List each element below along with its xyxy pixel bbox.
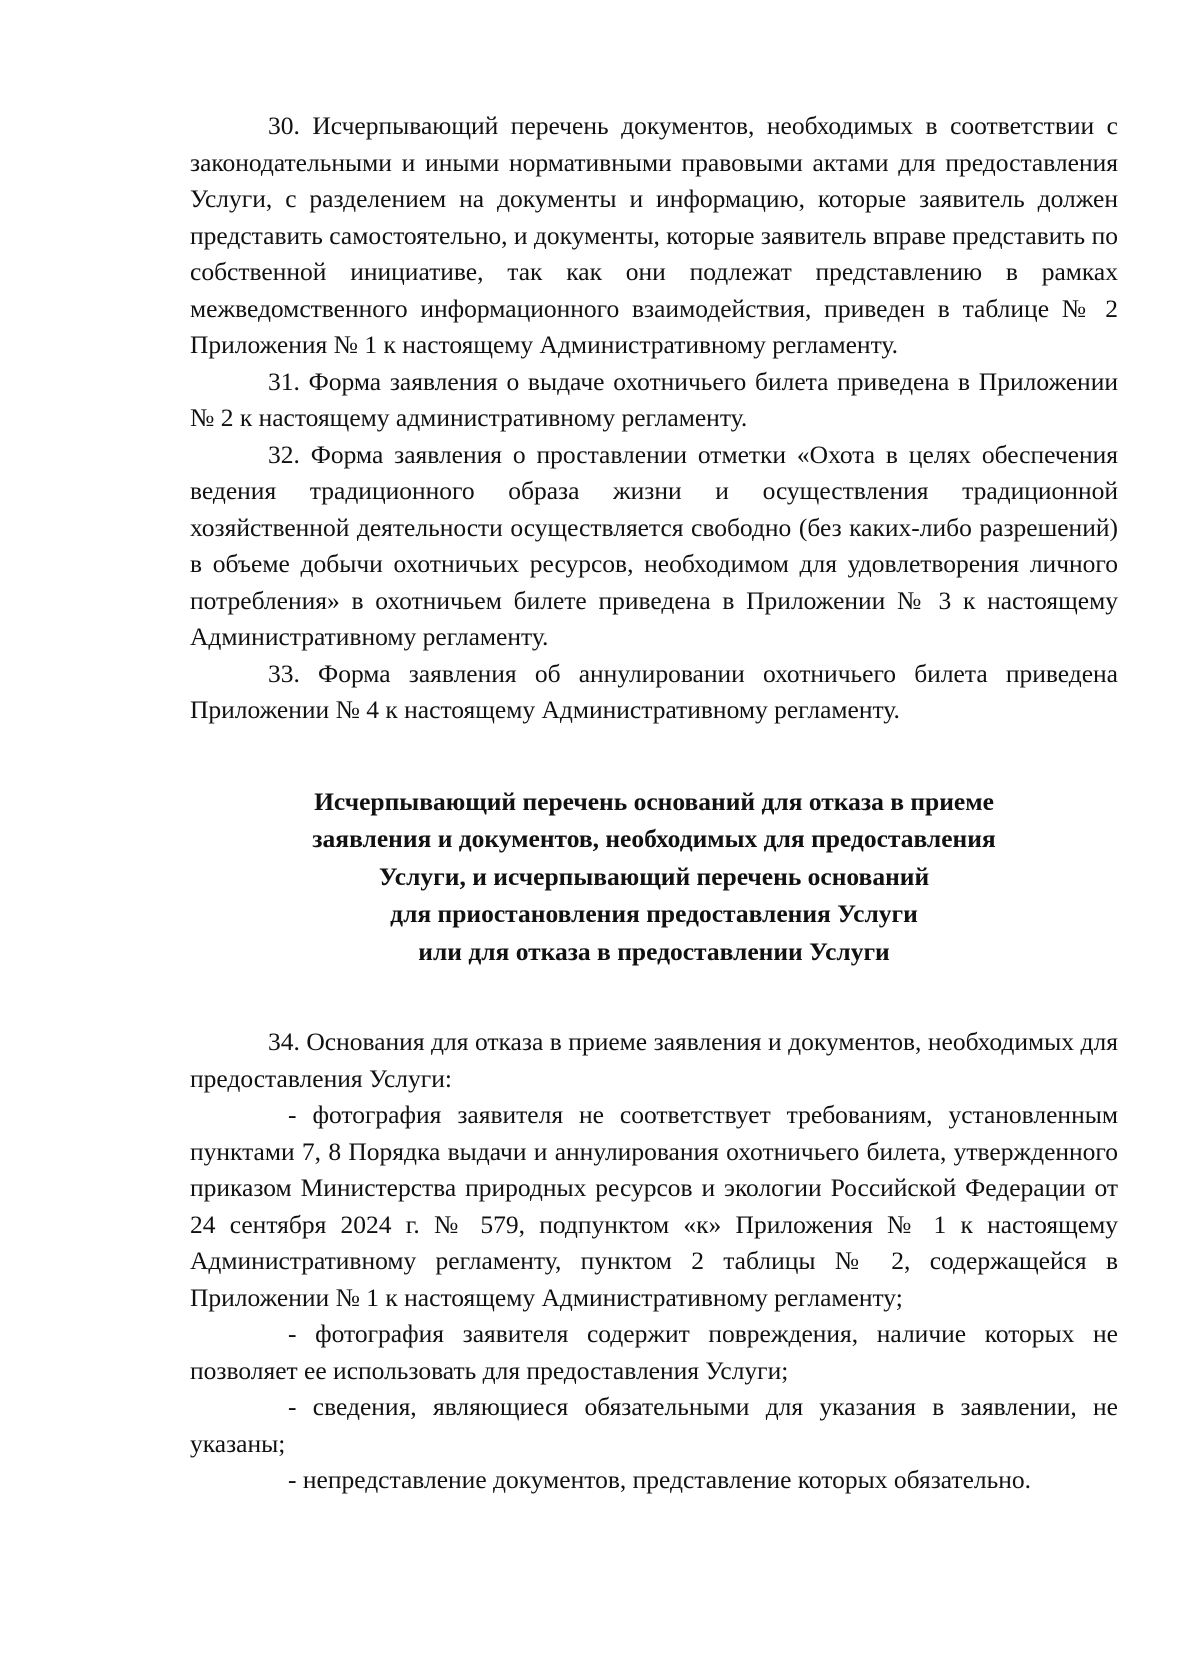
heading-line: Исчерпывающий перечень оснований для отказа в приеме [314, 786, 994, 816]
document-page [190, 108, 1118, 1499]
list-item-missing-documents: - непредставление документов, представление которых обязательно. [288, 1465, 1032, 1494]
paragraph-32: 32. Форма заявления о проставлении отметки «Охота в целях обеспечения ведения традиционного образа жизни и осуществления традиционной хозяйственной деятельности осуществляется свободно (без каких-либо разрешений) в объеме добычи охотничьих ресурсов, необходимом для удовлетворения личного потребления» в охотничьем билете приведена в Приложении № 3 к настоящему Административному регламенту. [190, 439, 1118, 651]
paragraph-33: 33. Форма заявления об аннулировании охотничьего билета приведена Приложении № 4 к настоящему Административному регламенту. [190, 658, 1118, 724]
heading-line: для приостановления предоставления Услуги [390, 899, 918, 928]
list-item-photo-requirements: - фотография заявителя не соответствует требованиям, установленным пунктами 7, 8 Порядка выдачи и аннулирования охотничьего билета, утвержденного приказом Министерства природных ресурсов и экологии Российской Федерации от 24 сентября 2024 г. № 579, подпунктом «к» Приложения № 1 к настоящему Административному регламенту, пунктом 2 таблицы № 2, содержащейся в Приложении № 1 к настоящему Административному регламенту; [190, 1100, 1118, 1312]
heading-line: Услуги, и исчерпывающий перечень оснований [378, 861, 930, 891]
paragraph-30: 30. Исчерпывающий перечень документов, необходимых в соответствии с законодательными и иными нормативными правовыми актами для предоставления Услуги, с разделением на документы и информацию, которые заявитель должен представить самостоятельно, и документы, которые заявитель вправе представить по собственной инициативе, так как они подлежат представлению в рамках межведомственного информационного взаимодействия, приведен в таблице № 2 Приложения № 1 к настоящему Административному регламенту. [190, 111, 1118, 359]
heading-line: заявления и документов, необходимых для предоставления [312, 824, 996, 853]
paragraph-34: 34. Основания для отказа в приеме заявления и документов, необходимых для предоставления Услуги: [190, 1027, 1118, 1093]
section-heading [190, 783, 1118, 971]
list-item-photo-damage: - фотография заявителя содержит повреждения, наличие которых не позволяет ее использовать для предоставления Услуги; [190, 1319, 1118, 1385]
heading-line: или для отказа в предоставлении Услуги [418, 936, 890, 966]
list-item-missing-info: - сведения, являющиеся обязательными для указания в заявлении, не указаны; [190, 1392, 1118, 1458]
paragraph-31: 31. Форма заявления о выдаче охотничьего билета приведена в Приложении № 2 к настоящему административному регламенту. [190, 366, 1118, 432]
